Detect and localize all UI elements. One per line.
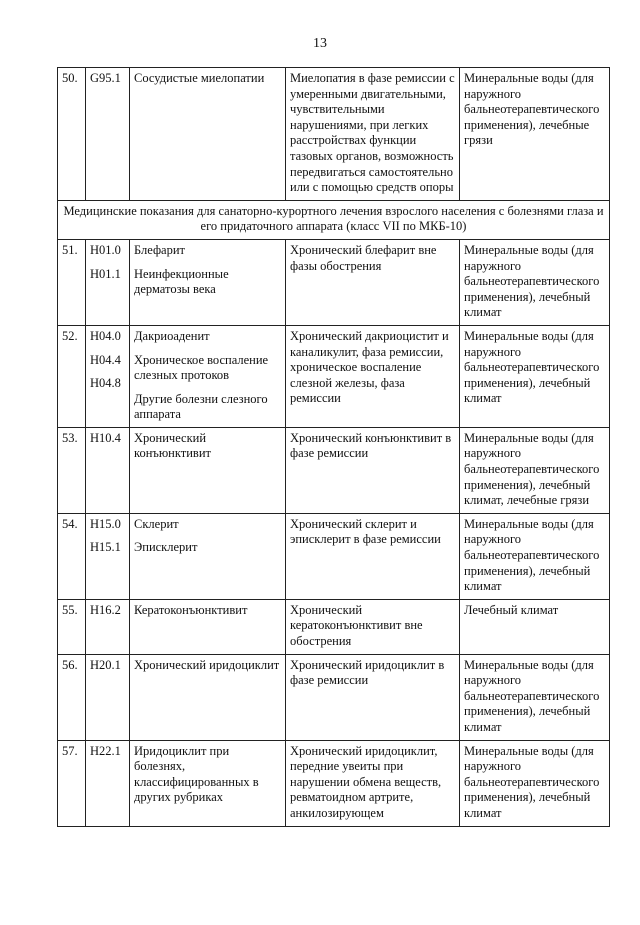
- disease-cell: [130, 239, 286, 325]
- disease-name: Хронический иридоциклит: [134, 657, 280, 672]
- treatment-factors-cell: Минеральные воды (для наружного бальнеотерапевтического применения), лечебный климат, лечебные грязи: [460, 427, 610, 513]
- disease-cell: [130, 513, 286, 599]
- row-number: 56.: [58, 654, 86, 740]
- table-row: [58, 239, 610, 325]
- disease-form-cell: Хронический блефарит вне фазы обострения: [286, 239, 460, 325]
- disease-form-cell: Хронический конъюнктивит в фазе ремиссии: [286, 427, 460, 513]
- disease-name: Сосудистые миелопатии: [134, 71, 265, 85]
- disease-name: Блефарит: [134, 242, 186, 257]
- icd-code: H15.0: [90, 516, 121, 531]
- row-number: 53.: [58, 427, 86, 513]
- icd-code-cell: [86, 599, 130, 654]
- disease-form-cell: Хронический кератоконъюнктивит вне обострения: [286, 599, 460, 654]
- treatment-factors-cell: Минеральные воды (для наружного бальнеотерапевтического применения), лечебный климат: [460, 654, 610, 740]
- disease-form-cell: Хронический иридоциклит в фазе ремиссии: [286, 654, 460, 740]
- table-row: [58, 513, 610, 599]
- icd-code-cell: [86, 427, 130, 513]
- table-row: [58, 325, 610, 427]
- icd-code: H04.4: [90, 352, 121, 367]
- table-row: [58, 427, 610, 513]
- disease-form-cell: Миелопатия в фазе ремиссии с умеренными двигательными, чувствительными нарушениями, при легких расстройствах функции тазовых органов, возможность передвигаться самостоятельно или с помощью средств опоры: [286, 68, 460, 201]
- disease-cell: [130, 68, 286, 201]
- page-number: 13: [313, 36, 327, 51]
- disease-form-cell: Хронический иридоциклит, передние увеиты при нарушении обмена веществ, ревматоидном артрите, анкилозирующем: [286, 740, 460, 826]
- treatment-factors-cell: Лечебный климат: [460, 599, 610, 654]
- icd-code: H15.1: [90, 540, 121, 555]
- icd-code: H01.1: [90, 266, 121, 281]
- icd-code-cell: [86, 513, 130, 599]
- disease-name: Кератоконъюнктивит: [134, 602, 248, 617]
- icd-code: H16.2: [90, 602, 121, 617]
- disease-name: Дакриоаденит: [134, 328, 210, 343]
- treatment-factors-cell: Минеральные воды (для наружного бальнеотерапевтического применения), лечебный климат: [460, 239, 610, 325]
- icd-code-cell: [86, 654, 130, 740]
- disease-form-cell: Хронический склерит и эписклерит в фазе ремиссии: [286, 513, 460, 599]
- icd-code-cell: [86, 740, 130, 826]
- disease-name: Склерит: [134, 516, 179, 531]
- disease-name: Другие болезни слезного аппарата: [134, 391, 268, 422]
- disease-name: Иридоциклит при болезнях, классифицированных в других рубриках: [134, 743, 259, 805]
- indications-table: [57, 67, 610, 827]
- table-body-top: [58, 68, 610, 201]
- disease-cell: [130, 654, 286, 740]
- row-number: 50.: [58, 68, 86, 201]
- row-number: 54.: [58, 513, 86, 599]
- icd-code: H01.0: [90, 242, 121, 257]
- treatment-factors-cell: Минеральные воды (для наружного бальнеотерапевтического применения), лечебный климат: [460, 325, 610, 427]
- icd-code: H04.8: [90, 376, 121, 391]
- table-row: [58, 68, 610, 201]
- icd-code: H20.1: [90, 657, 121, 672]
- disease-form-cell: Хронический дакриоцистит и каналикулит, фаза ремиссии, хроническое воспаление слезной железы, фаза ремиссии: [286, 325, 460, 427]
- section-header-body: [58, 200, 610, 239]
- icd-code: H04.0: [90, 328, 121, 343]
- table-row: [58, 740, 610, 826]
- treatment-factors-cell: Минеральные воды (для наружного бальнеотерапевтического применения), лечебные грязи: [460, 68, 610, 201]
- row-number: 55.: [58, 599, 86, 654]
- disease-name: Хронический конъюнктивит: [134, 430, 211, 461]
- icd-code-cell: [86, 68, 130, 201]
- icd-code: H22.1: [90, 743, 121, 758]
- disease-name: Неинфекционные дерматозы века: [134, 266, 229, 297]
- table-row: [58, 654, 610, 740]
- disease-name: Хроническое воспаление слезных протоков: [134, 352, 269, 383]
- icd-code: G95.1: [90, 71, 121, 85]
- treatment-factors-cell: Минеральные воды (для наружного бальнеотерапевтического применения), лечебный климат: [460, 740, 610, 826]
- row-number: 52.: [58, 325, 86, 427]
- disease-name: Эписклерит: [134, 540, 198, 555]
- row-number: 51.: [58, 239, 86, 325]
- icd-code-cell: [86, 239, 130, 325]
- disease-cell: [130, 427, 286, 513]
- treatment-factors-cell: Минеральные воды (для наружного бальнеотерапевтического применения), лечебный климат: [460, 513, 610, 599]
- section-header: Медицинские показания для санаторно-курортного лечения взрослого населения с болезнями глаза и его придаточного аппарата (класс VII по МКБ-10): [58, 200, 610, 239]
- disease-cell: [130, 740, 286, 826]
- row-number: 57.: [58, 740, 86, 826]
- icd-code-cell: [86, 325, 130, 427]
- section-header-row: [58, 200, 610, 239]
- icd-code: H10.4: [90, 430, 121, 445]
- disease-cell: [130, 325, 286, 427]
- disease-cell: [130, 599, 286, 654]
- table-body-bottom: [58, 239, 610, 826]
- table-row: [58, 599, 610, 654]
